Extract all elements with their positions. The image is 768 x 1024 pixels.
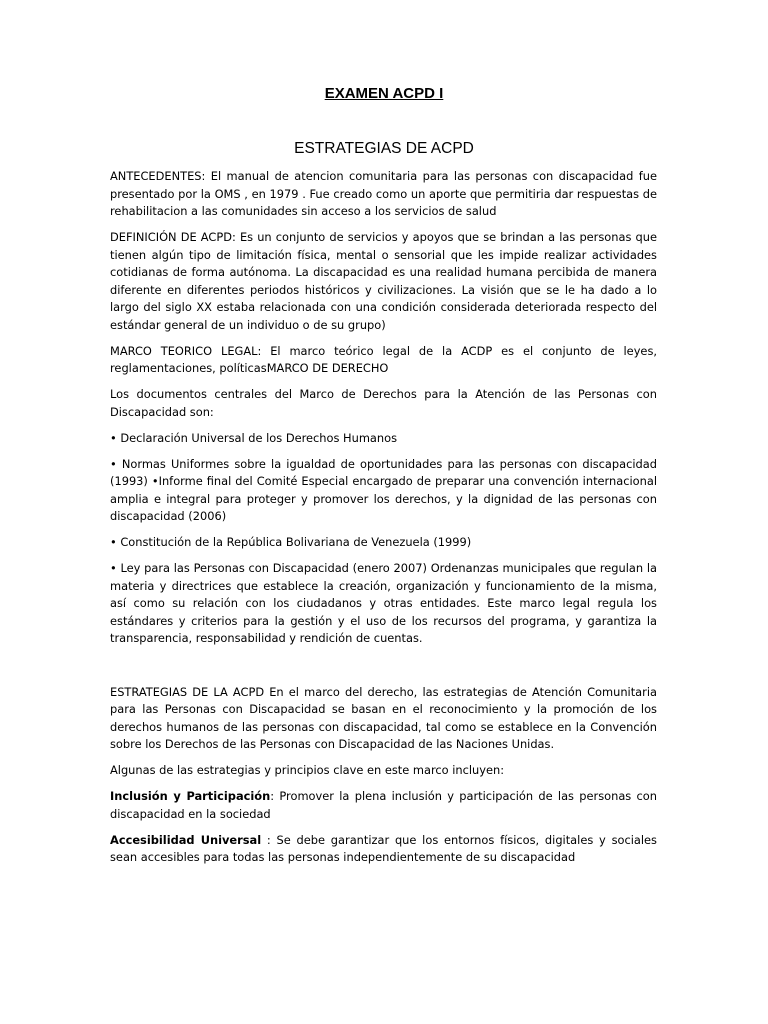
principle-inclusion-text: : Promover la plena inclusión y participación de las personas con discapacidad en la sociedad [110, 789, 657, 821]
principle-accesibilidad-text: : Se debe garantizar que los entornos físicos, digitales y sociales sean accesibles para todas las personas independientemente de su discapacidad [110, 832, 657, 864]
paragraph-documentos-centrales: Los documentos centrales del Marco de Derechos para la Atención de las Personas con Discapacidad son: [110, 387, 657, 419]
document-title: EXAMEN ACPD I [324, 85, 444, 102]
paragraph-marco-teorico: MARCO TEORICO LEGAL: El marco teórico legal de la ACDP es el conjunto de leyes, reglamentaciones, políticasMARCO DE DERECHO [110, 343, 657, 375]
principle-accesibilidad [110, 832, 657, 867]
principle-inclusion-term: Inclusión y Participación [110, 789, 271, 803]
bullet-normas-uniformes: • Normas Uniformes sobre la igualdad de oportunidades para las personas con discapacidad (1993) •Informe final del Comité Especial encargado de preparar una convención internacional amplia e integral para proteger y promover los derechos, y la dignidad de las personas con discapacidad (2006) [110, 456, 657, 523]
document-subtitle: ESTRATEGIAS DE ACPD [294, 140, 474, 157]
document-body [110, 168, 657, 875]
paragraph-principios-intro: Algunas de las estrategias y principios clave en este marco incluyen: [110, 763, 505, 777]
bullet-constitucion: • Constitución de la República Bolivariana de Venezuela (1999) [110, 535, 472, 549]
bullet-declaracion-universal: • Declaración Universal de los Derechos Humanos [110, 430, 398, 445]
principle-inclusion [110, 788, 657, 823]
bullet-ley-personas-discapacidad: • Ley para las Personas con Discapacidad (enero 2007) Ordenanzas municipales que regulan la materia y directrices que establece la creación, organización y funcionamiento de la misma, así como su relación con los ciudadanos y otras entidades. Este marco legal regula los estándares y criterios para la gestión y el uso de los recursos del programa, y garantiza la transparencia, responsabilidad y rendición de cuentas. [110, 561, 657, 645]
paragraph-antecedentes: ANTECEDENTES: El manual de atencion comunitaria para las personas con discapacidad fue presentado por la OMS , en 1979 . Fue creado como un aporte que permitiria dar respuestas de rehabilitacion a las comunidades sin acceso a los servicios de salud [110, 169, 657, 218]
paragraph-definicion: DEFINICIÓN DE ACPD: Es un conjunto de servicios y apoyos que se brindan a las personas que tienen algún tipo de limitación física, mental o sensorial que les impide realizar actividades cotidianas de forma autónoma. La discapacidad es una realidad humana percibida de manera diferente en diferentes periodos históricos y civilizaciones. La visión que se le ha dado a lo largo del siglo XX estaba relacionada con una condición considerada deteriorada respecto del estándar general de un individuo o de su grupo) [110, 230, 657, 332]
principle-accesibilidad-term: Accesibilidad Universal [110, 832, 262, 847]
paragraph-estrategias: ESTRATEGIAS DE LA ACPD En el marco del derecho, las estrategias de Atención Comunitaria para las Personas con Discapacidad se basan en el reconocimiento y la promoción de los derechos humanos de las personas con discapacidad, tal como se establece en la Convención sobre los Derechos de las Personas con Discapacidad de las Naciones Unidas. [110, 684, 657, 751]
